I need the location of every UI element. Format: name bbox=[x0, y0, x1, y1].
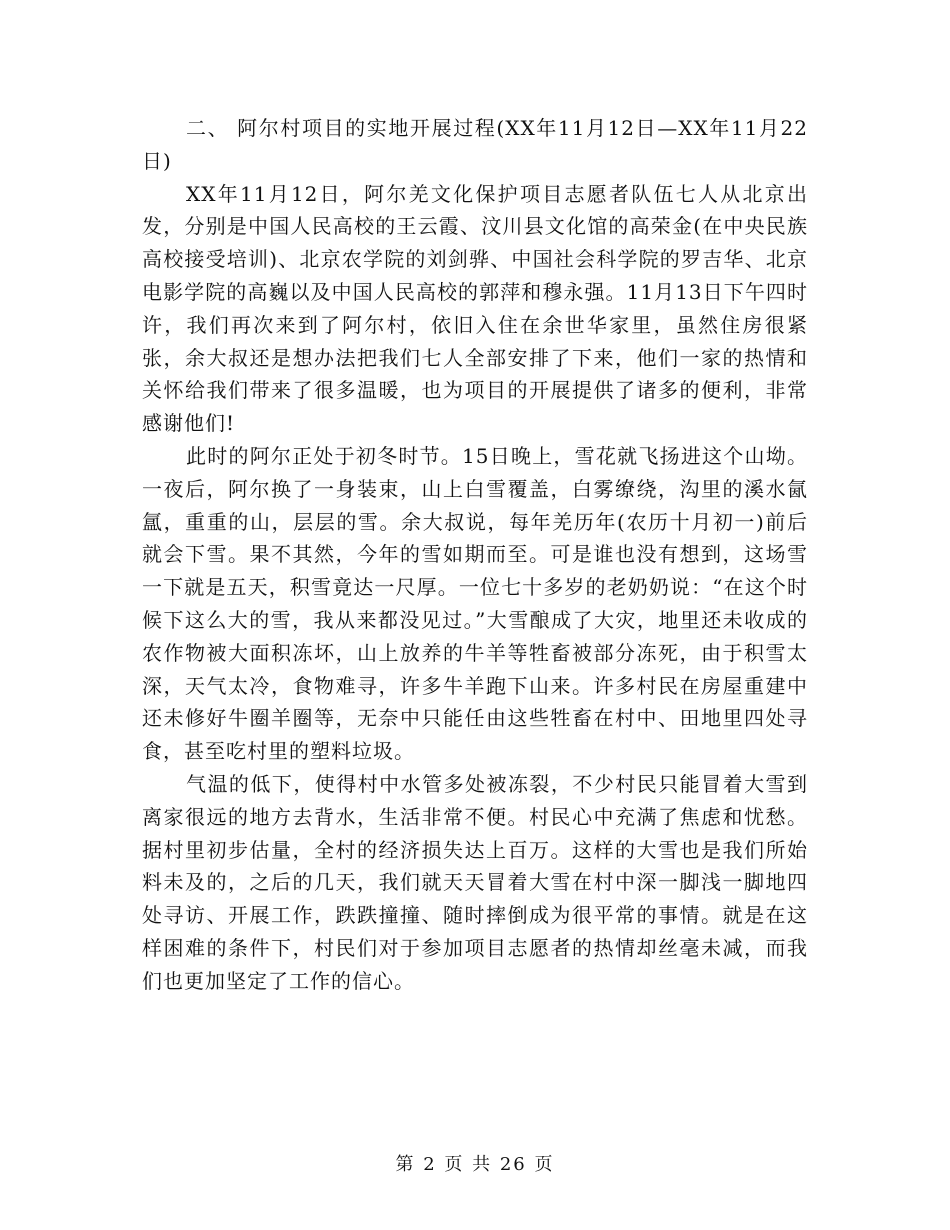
paragraph-3: 气温的低下，使得村中水管多处被冻裂，不少村民只能冒着大雪到离家很远的地方去背水，生活非常不便。村民心中充满了焦虑和忧愁。据村里初步估量，全村的经济损失达上百万。这样的大雪也是我们所始料未及的，之后的几天，我们就天天冒着大雪在村中深一脚浅一脚地四处寻访、开展工作，跌跌撞撞、随时摔倒成为很平常的事情。就是在这样困难的条件下，村民们对于参加项目志愿者的热情却丝毫未减，而我们也更加坚定了工作的信心。 bbox=[142, 771, 808, 993]
paragraph-1: XX年11月12日，阿尔羌文化保护项目志愿者队伍七人从北京出发，分别是中国人民高校的王云霞、汶川县文化馆的高荣金(在中央民族高校接受培训)、北京农学院的刘剑骅、中国社会科学院的罗吉华、北京电影学院的高巍以及中国人民高校的郭萍和穆永强。11月13日下午四时许，我们再次来到了阿尔村，依旧入住在余世华家里，虽然住房很紧张，余大叔还是想办法把我们七人全部安排了下来，他们一家的热情和关怀给我们带来了很多温暖，也为项目的开展提供了诸多的便利，非常感谢他们! bbox=[142, 181, 808, 436]
section-heading: 二、 阿尔村项目的实地开展过程(XX年11月12日—XX年11月22日) bbox=[142, 116, 808, 173]
page-footer: 第 2 页 共 26 页 bbox=[395, 1154, 555, 1175]
document-content bbox=[142, 112, 808, 998]
paragraph-2: 此时的阿尔正处于初冬时节。15日晚上，雪花就飞扬进这个山坳。一夜后，阿尔换了一身装束，山上白雪覆盖，白雾缭绕，沟里的溪水氤氲，重重的山，层层的雪。余大叔说，每年羌历年(农历十月初一)前后就会下雪。果不其然，今年的雪如期而至。可是谁也没有想到，这场雪一下就是五天，积雪竟达一尺厚。一位七十多岁的老奶奶说：“在这个时候下这么大的雪，我从来都没见过。”大雪酿成了大灾，地里还未收成的农作物被大面积冻坏，山上放养的牛羊等牲畜被部分冻死，由于积雪太深，天气太冷，食物难寻，许多牛羊跑下山来。许多村民在房屋重建中还未修好牛圈羊圈等，无奈中只能任由这些牲畜在村中、田地里四处寻食，甚至吃村里的塑料垃圾。 bbox=[142, 443, 808, 764]
